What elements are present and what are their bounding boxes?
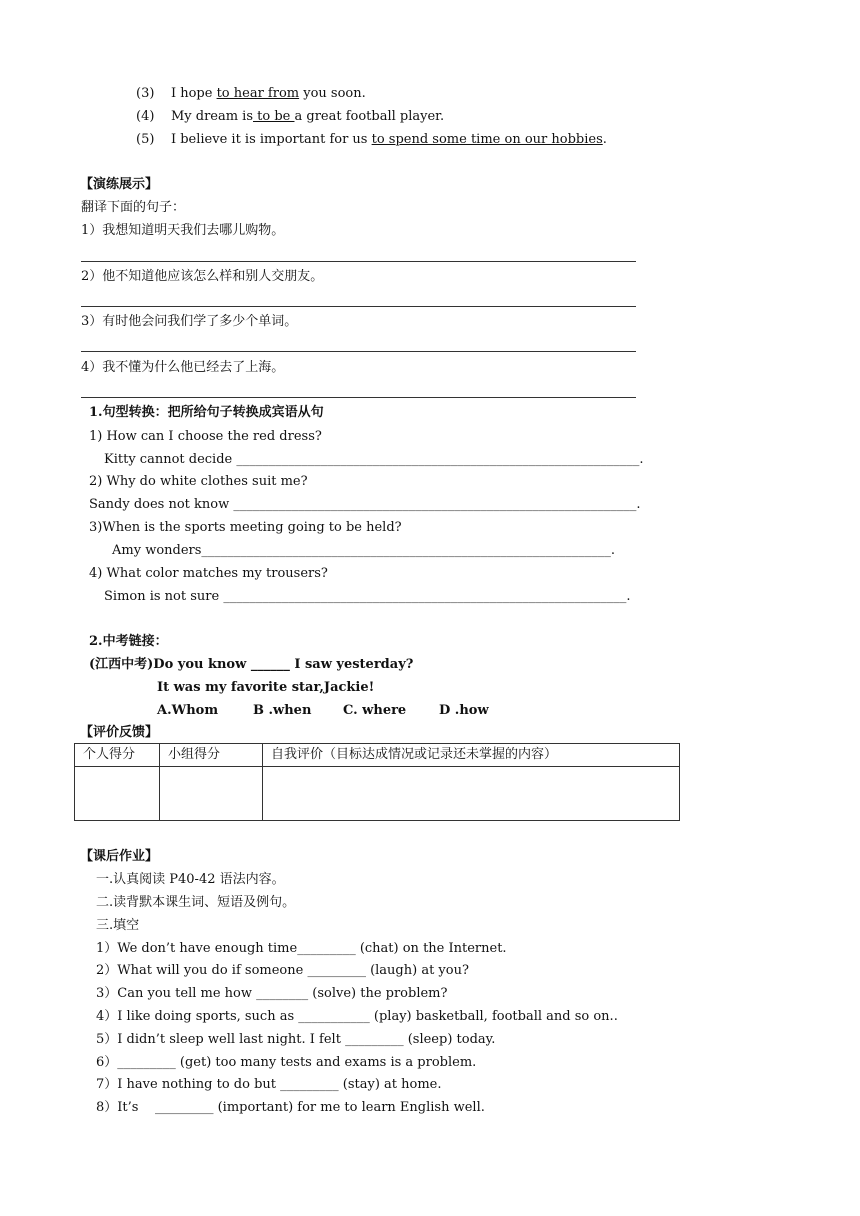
option-a: A.Whom [157, 703, 219, 718]
evaluation-heading: 【评价反馈】 [80, 725, 159, 740]
column-header: 个人得分 [75, 744, 160, 767]
transform-question: 2) Why do white clothes suit me? [89, 474, 308, 489]
text: My dream is [170, 109, 254, 124]
homework-task: 一.认真阅读 P40-42 语法内容。 [96, 872, 285, 887]
fill-blank-item: 5）I didn’t sleep well last night. I felt _________ (sleep) today. [96, 1032, 496, 1047]
answer-line [81, 261, 636, 262]
option-c: C. where [343, 703, 407, 718]
answer-line [81, 397, 636, 398]
practice-heading: 【演练展示】 [80, 177, 159, 192]
fill-blank-item: 6）_________ (get) too many tests and exams is a problem. [96, 1055, 477, 1070]
example-sentence [136, 85, 366, 103]
item-number: (3) [136, 86, 155, 101]
translation-item: 1）我想知道明天我们去哪儿购物。 [81, 223, 285, 238]
transform-question: 1) How can I choose the red dress? [89, 429, 322, 444]
transform-question: 4) What color matches my trousers? [89, 566, 328, 581]
text: you soon. [299, 86, 366, 101]
evaluation-table [74, 743, 680, 821]
transform-answer: Sandy does not know ______________________________________________________________. [89, 497, 641, 512]
score-cell[interactable] [160, 767, 263, 821]
item-number: (4) [136, 109, 155, 124]
transform-question: 3)When is the sports meeting going to be held? [89, 520, 402, 535]
text: a great football player. [294, 109, 445, 124]
homework-task: 二.读背默本课生词、短语及例句。 [96, 895, 296, 910]
translation-item: 2）他不知道他应该怎么样和别人交朋友。 [81, 269, 324, 284]
translation-item: 3）有时他会问我们学了多少个单词。 [81, 314, 298, 329]
fill-blank-item: 2）What will you do if someone _________ (laugh) at you? [96, 963, 469, 978]
column-header: 自我评价（目标达成情况或记录还未掌握的内容） [263, 744, 680, 767]
fill-blank-item: 7）I have nothing to do but _________ (stay) at home. [96, 1077, 442, 1092]
homework-task: 三.填空 [96, 918, 140, 933]
translation-item: 4）我不懂为什么他已经去了上海。 [81, 360, 285, 375]
fill-blank-item: 3）Can you tell me how ________ (solve) the problem? [96, 986, 448, 1001]
transform-answer: Amy wonders_______________________________________________________________. [112, 543, 616, 558]
exam-link-heading: 2.中考链接： [89, 634, 168, 649]
transform-answer: Simon is not sure ______________________________________________________________. [104, 589, 631, 604]
fill-blank-item: 4）I like doing sports, such as ___________ (play) basketball, football and so on.. [96, 1009, 618, 1024]
text: . [602, 132, 607, 147]
text: I hope [170, 86, 217, 101]
column-header: 小组得分 [160, 744, 263, 767]
example-sentence [136, 131, 607, 149]
transform-heading: 1.句型转换：把所给句子转换成宾语从句 [89, 405, 324, 420]
score-cell[interactable] [75, 767, 160, 821]
example-sentence [136, 108, 444, 126]
transform-answer: Kitty cannot decide ______________________________________________________________. [104, 452, 644, 467]
exam-question: (江西中考)Do you know ______ I saw yesterday? [89, 657, 414, 672]
text: I believe it is important for us [170, 132, 372, 147]
fill-blank-item: 1）We don’t have enough time_________ (chat) on the Internet. [96, 941, 507, 956]
comment-cell[interactable] [263, 767, 680, 821]
table-row [75, 767, 680, 821]
table-row [75, 744, 680, 767]
underlined-phrase: to spend some time on our hobbies [371, 132, 603, 147]
option-d: D .how [439, 703, 489, 718]
homework-heading: 【课后作业】 [80, 849, 159, 864]
option-b: B .when [253, 703, 312, 718]
answer-line [81, 351, 636, 352]
exam-context: It was my favorite star,Jackie! [157, 680, 375, 695]
practice-instruction: 翻译下面的句子： [81, 200, 186, 215]
underlined-phrase: to be [253, 109, 295, 124]
fill-blank-item: 8）It’s _________ (important) for me to learn English well. [96, 1100, 485, 1115]
underlined-phrase: to hear from [216, 86, 300, 101]
item-number: (5) [136, 132, 155, 147]
answer-line [81, 306, 636, 307]
